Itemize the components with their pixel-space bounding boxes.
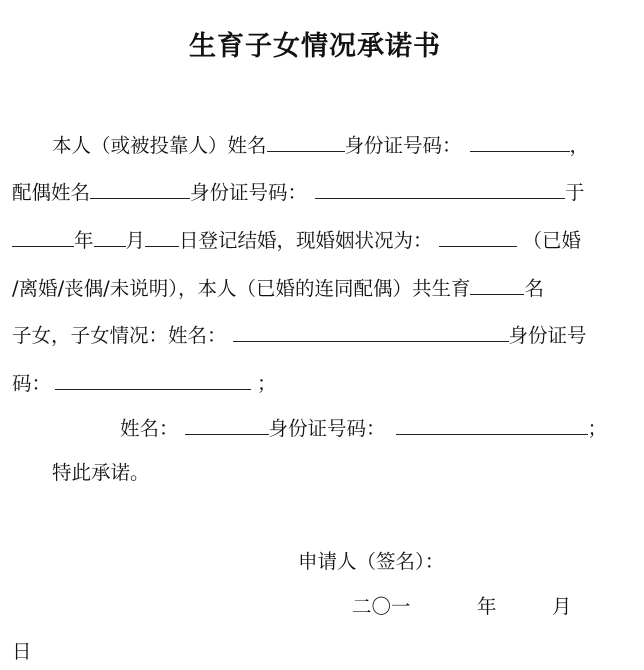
- applicant-id-blank[interactable]: [470, 133, 570, 152]
- line-7: [120, 413, 607, 441]
- child-1-id-blank[interactable]: [55, 371, 251, 390]
- marriage-date-prefix: 于: [565, 181, 585, 204]
- applicant-signature-label: 申请人（签名）：: [298, 550, 445, 573]
- line-1: [52, 130, 589, 158]
- marriage-year-label: 年: [74, 229, 94, 252]
- line-3: [12, 225, 581, 253]
- child-id-label-start: 身份证号: [508, 324, 587, 347]
- promise-statement: 特此承诺。: [52, 461, 150, 484]
- marriage-status-label: 日登记结婚，现婚姻状况为：: [179, 229, 433, 252]
- spouse-name-blank[interactable]: [90, 180, 190, 199]
- spouse-id-blank[interactable]: [315, 180, 565, 199]
- signature-date-day: 日: [12, 640, 32, 663]
- children-count-unit: 名: [524, 277, 544, 300]
- child-2-id-label: 身份证号码：: [268, 417, 386, 440]
- marriage-month-label: 月: [125, 229, 146, 252]
- marriage-status-options-start: （已婚: [522, 229, 582, 252]
- marriage-year-blank[interactable]: [12, 228, 74, 247]
- line-2: [12, 177, 585, 205]
- line-1-comma: ，: [569, 134, 590, 157]
- marriage-status-options-end: /离婚/丧偶/未说明），本人（已婚的连同配偶）共生育: [12, 277, 471, 300]
- child-2-name-blank[interactable]: [185, 416, 269, 435]
- signature-date-month: 月: [552, 595, 572, 618]
- child-name-label: 子女，子女情况：姓名：: [12, 324, 227, 347]
- child-id-label-end: 码：: [12, 372, 52, 395]
- document-title: 生育子女情况承诺书: [189, 31, 441, 62]
- spouse-id-label: 身份证号码：: [190, 181, 308, 204]
- child-2-id-blank[interactable]: [396, 416, 588, 435]
- line-4: [12, 273, 544, 301]
- line-6-semicolon: ；: [257, 372, 277, 395]
- line-7-semicolon: ；: [587, 417, 608, 440]
- applicant-name-blank[interactable]: [267, 133, 345, 152]
- line-6: [12, 368, 277, 396]
- child-1-name-blank[interactable]: [233, 323, 509, 342]
- signature-date-year-suffix: 年: [477, 595, 497, 618]
- applicant-name-label: 本人（或被投靠人）姓名: [52, 134, 267, 157]
- child-2-name-label: 姓名：: [120, 417, 179, 440]
- marriage-status-blank[interactable]: [439, 228, 517, 247]
- line-5: [12, 320, 587, 348]
- applicant-id-label: 身份证号码：: [344, 134, 462, 157]
- marriage-month-blank[interactable]: [94, 228, 126, 247]
- spouse-name-label: 配偶姓名: [12, 181, 91, 204]
- children-count-blank[interactable]: [470, 276, 524, 295]
- marriage-day-blank[interactable]: [145, 228, 179, 247]
